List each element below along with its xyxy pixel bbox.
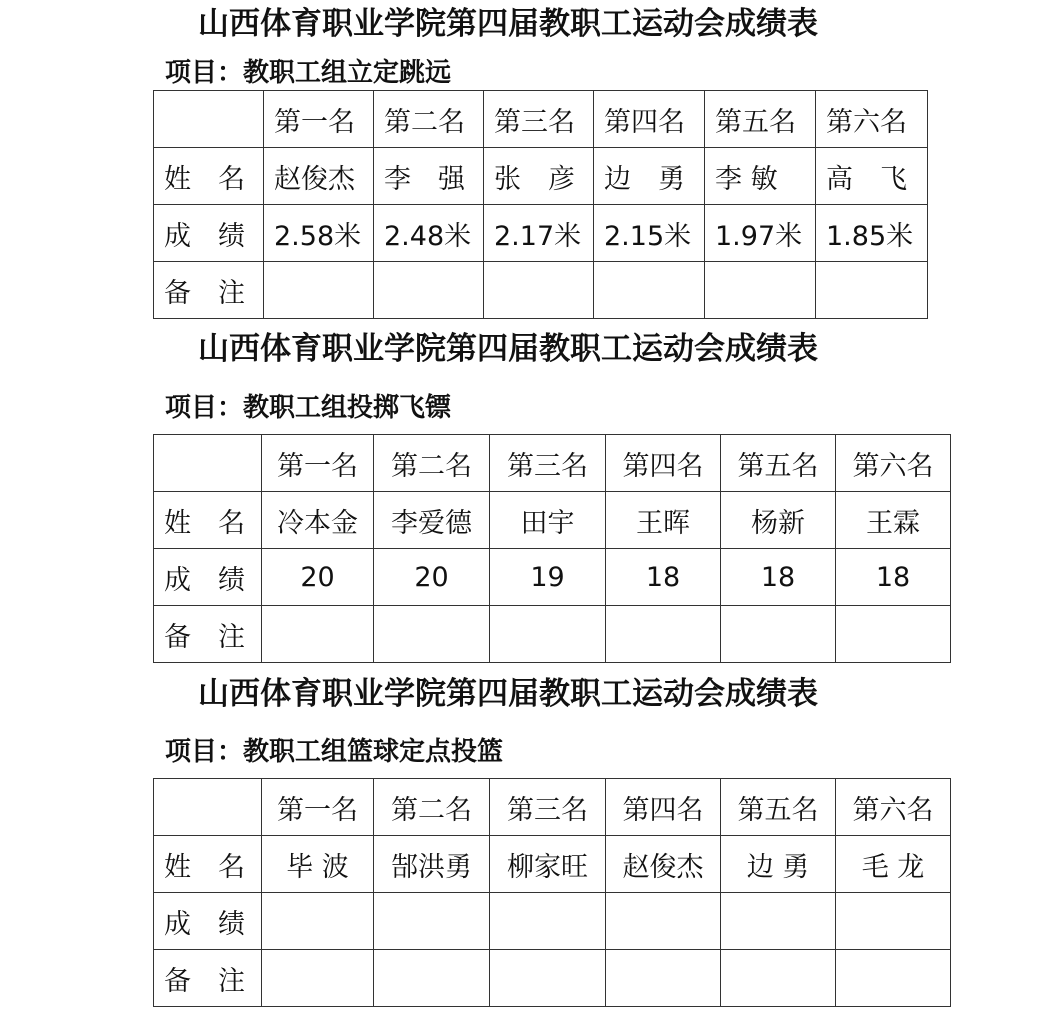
name-cell: 李 强: [374, 148, 484, 205]
note-cell: [721, 606, 836, 663]
score-cell: [490, 893, 606, 950]
sheet-1-event: 项目：教职工组立定跳远: [165, 58, 452, 88]
score-row-label: 成 绩: [154, 549, 262, 606]
note-cell: [264, 262, 374, 319]
name-cell: 毛 龙: [836, 836, 951, 893]
note-cell: [705, 262, 816, 319]
rank-header: 第一名: [262, 435, 374, 492]
rank-header-row: [154, 91, 928, 148]
corner-cell: [154, 435, 262, 492]
name-cell: 张 彦: [484, 148, 594, 205]
name-row-label: 姓 名: [154, 492, 262, 549]
score-cell: 18: [606, 549, 721, 606]
name-row: [154, 148, 928, 205]
rank-header-row: [154, 435, 951, 492]
note-row: [154, 262, 928, 319]
name-cell: 边 勇: [721, 836, 836, 893]
rank-header: 第五名: [721, 779, 836, 836]
note-cell: [484, 262, 594, 319]
name-row-label: 姓 名: [154, 148, 264, 205]
note-cell: [836, 606, 951, 663]
note-cell: [721, 950, 836, 1007]
score-cell: [606, 893, 721, 950]
sheet-2-event: 项目：教职工组投掷飞镖: [165, 393, 452, 423]
name-cell: 边 勇: [594, 148, 705, 205]
score-row: [154, 205, 928, 262]
sheet-3-results-table: [153, 778, 951, 1007]
rank-header: 第二名: [374, 91, 484, 148]
name-cell: 田宇: [490, 492, 606, 549]
name-row-label: 姓 名: [154, 836, 262, 893]
name-cell: 赵俊杰: [606, 836, 721, 893]
score-cell: 19: [490, 549, 606, 606]
name-cell: 李 敏: [705, 148, 816, 205]
rank-header: 第一名: [262, 779, 374, 836]
rank-header: 第六名: [816, 91, 928, 148]
note-cell: [490, 606, 606, 663]
rank-header: 第六名: [836, 779, 951, 836]
sheet-1-title: 山西体育职业学院第四届教职工运动会成绩表: [198, 6, 818, 42]
note-cell: [374, 262, 484, 319]
corner-cell: [154, 91, 264, 148]
note-cell: [836, 950, 951, 1007]
rank-header: 第四名: [606, 435, 721, 492]
note-cell: [262, 606, 374, 663]
name-cell: 高 飞: [816, 148, 928, 205]
name-cell: 毕 波: [262, 836, 374, 893]
rank-header: 第四名: [594, 91, 705, 148]
score-cell: 2.58米: [264, 205, 374, 262]
rank-header-row: [154, 779, 951, 836]
name-cell: 王霖: [836, 492, 951, 549]
score-cell: [836, 893, 951, 950]
name-cell: 杨新: [721, 492, 836, 549]
note-cell: [490, 950, 606, 1007]
sheet-2-results-table: [153, 434, 951, 663]
rank-header: 第三名: [490, 435, 606, 492]
note-cell: [374, 606, 490, 663]
rank-header: 第一名: [264, 91, 374, 148]
score-cell: 18: [721, 549, 836, 606]
name-row: [154, 836, 951, 893]
name-cell: 郜洪勇: [374, 836, 490, 893]
note-row: [154, 950, 951, 1007]
score-row-label: 成 绩: [154, 893, 262, 950]
note-row-label: 备 注: [154, 950, 262, 1007]
note-cell: [374, 950, 490, 1007]
rank-header: 第五名: [721, 435, 836, 492]
score-cell: 2.48米: [374, 205, 484, 262]
note-cell: [816, 262, 928, 319]
rank-header: 第二名: [374, 779, 490, 836]
score-cell: 18: [836, 549, 951, 606]
score-row: [154, 549, 951, 606]
name-cell: 李爱德: [374, 492, 490, 549]
sheet-3-event: 项目：教职工组篮球定点投篮: [165, 737, 504, 767]
rank-header: 第二名: [374, 435, 490, 492]
score-cell: 20: [262, 549, 374, 606]
note-cell: [594, 262, 705, 319]
note-cell: [606, 950, 721, 1007]
rank-header: 第五名: [705, 91, 816, 148]
score-cell: 2.17米: [484, 205, 594, 262]
score-cell: [721, 893, 836, 950]
score-cell: 20: [374, 549, 490, 606]
sheet-3-title: 山西体育职业学院第四届教职工运动会成绩表: [198, 676, 818, 712]
rank-header: 第三名: [490, 779, 606, 836]
rank-header: 第六名: [836, 435, 951, 492]
note-row-label: 备 注: [154, 262, 264, 319]
name-cell: 王晖: [606, 492, 721, 549]
name-cell: 冷本金: [262, 492, 374, 549]
score-cell: 1.85米: [816, 205, 928, 262]
score-row-label: 成 绩: [154, 205, 264, 262]
name-cell: 赵俊杰: [264, 148, 374, 205]
note-row-label: 备 注: [154, 606, 262, 663]
score-cell: [262, 893, 374, 950]
score-cell: [374, 893, 490, 950]
note-cell: [606, 606, 721, 663]
rank-header: 第三名: [484, 91, 594, 148]
score-cell: 1.97米: [705, 205, 816, 262]
corner-cell: [154, 779, 262, 836]
score-cell: 2.15米: [594, 205, 705, 262]
rank-header: 第四名: [606, 779, 721, 836]
sheet-1-results-table: [153, 90, 928, 319]
note-row: [154, 606, 951, 663]
sheet-2-title: 山西体育职业学院第四届教职工运动会成绩表: [198, 331, 818, 367]
name-cell: 柳家旺: [490, 836, 606, 893]
name-row: [154, 492, 951, 549]
note-cell: [262, 950, 374, 1007]
score-row: [154, 893, 951, 950]
